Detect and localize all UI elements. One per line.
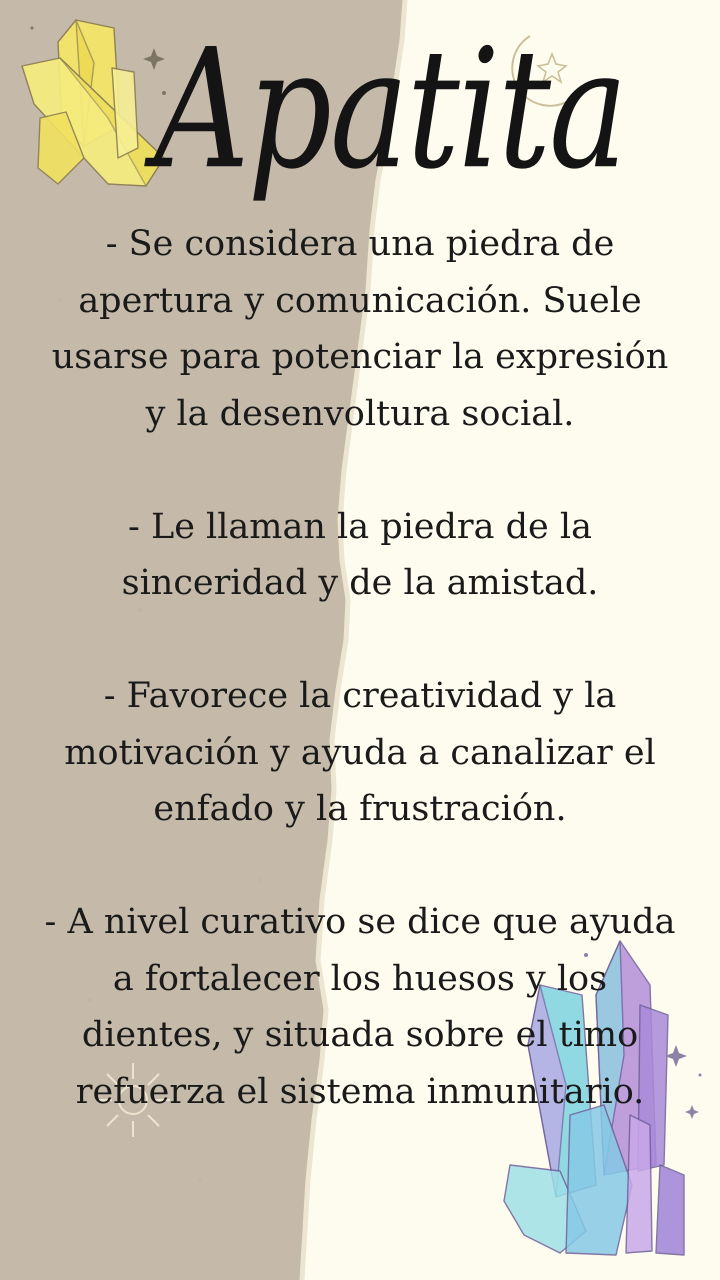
paragraph-creatividad: - Favorece la creatividad y la motivación y ayuda a canalizar el enfado y la frustración. [64, 676, 656, 829]
content-text [40, 216, 680, 1120]
page-title: Apatita [154, 13, 626, 207]
paragraph-sinceridad: - Le llaman la piedra de la sinceridad y de la amistad. [121, 506, 599, 603]
paragraph-apertura: - Se considera una piedra de apertura y comunicación. Suele usarse para potenciar la expresión y la desenvoltura social. [51, 224, 669, 434]
paragraph-curativo: - A nivel curativo se dice que ayuda a fortalecer los huesos y los dientes, y situada sobre el timo refuerza el sistema inmunitario. [44, 902, 676, 1112]
